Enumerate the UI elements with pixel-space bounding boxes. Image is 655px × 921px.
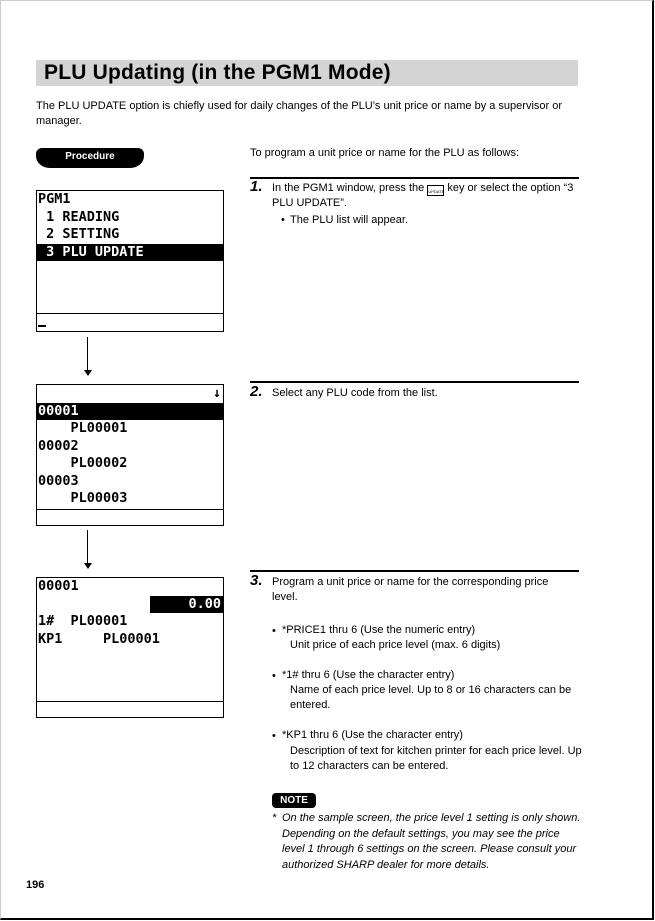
procedure-badge: Procedure [36, 148, 144, 168]
step-number: 2. [250, 383, 263, 400]
step-1-text-before: In the PGM1 window, press the [272, 182, 425, 194]
scroll-down-icon: ↓ [212, 385, 221, 401]
item-desc: Unit price of each price level (max. 6 digits) [290, 639, 501, 651]
lcd-screen-pgm1 [36, 190, 224, 332]
item-desc: Name of each price level. Up to 8 or 16 characters can be entered. [290, 684, 572, 711]
step-2-text: Select any PLU code from the list. [272, 387, 438, 399]
lcd-input-line [37, 509, 223, 525]
step-1-text-after: key or select the option “3 PLU UPDATE”. [272, 182, 574, 209]
page-title: PLU Updating (in the PGM1 Mode) [44, 61, 391, 84]
lcd-line: 00002 [38, 437, 79, 454]
bullet-dot: • [272, 670, 276, 682]
bullet-dot: • [272, 730, 276, 742]
lcd-line: PL00001 [38, 420, 128, 436]
item-title: *1# thru 6 (Use the character entry) [282, 669, 455, 681]
cursor-icon [38, 325, 46, 327]
lcd-price-line [37, 596, 223, 614]
step-rule [250, 177, 579, 179]
item-desc: Description of text for kitchen printer for each price level. Up to 12 characters can be entered. [290, 745, 582, 772]
step-number: 3. [250, 572, 263, 589]
update-key-icon: UPDATE [427, 185, 444, 196]
procedure-intro: To program a unit price or name for the PLU as follows: [250, 147, 520, 159]
step-rule [250, 570, 579, 572]
note-text: On the sample screen, the price level 1 setting is only shown. Depending on the default settings, you may see the price level 1 through 6 settings on the screen. Please consult your authorized SHARP dealer for more details. [282, 812, 581, 871]
item-title: *KP1 thru 6 (Use the character entry) [282, 729, 463, 741]
lcd-line: PL00002 [38, 455, 128, 471]
step-rule [250, 381, 579, 383]
lcd-line: 1# PL00001 [38, 613, 128, 629]
step-1-bullet: The PLU list will appear. [290, 214, 408, 226]
step-3-text: Program a unit price or name for the corresponding price level. [272, 576, 549, 603]
lcd-line: PGM1 [38, 191, 71, 207]
lcd-line-highlighted: 00001 [37, 403, 223, 421]
lcd-line: 00001 [38, 578, 79, 594]
item-title: *PRICE1 thru 6 (Use the numeric entry) [282, 624, 476, 636]
flow-down-arrow-icon [83, 337, 93, 377]
lcd-line: 00003 [38, 472, 79, 489]
step-number: 1. [250, 178, 263, 195]
price-value-field: 0.00 [150, 596, 223, 614]
lcd-line-highlighted: 3 PLU UPDATE [37, 244, 223, 262]
step-1-text [272, 181, 592, 211]
lcd-screen-plu-list [36, 384, 224, 526]
lcd-header-line [37, 385, 223, 403]
section-title-bar [36, 60, 578, 86]
lcd-line: 1 READING [38, 208, 120, 225]
page-number: 196 [26, 879, 45, 891]
note-badge: NOTE [272, 793, 316, 808]
lcd-line: KP1 PL00001 [38, 630, 160, 647]
lcd-input-line [37, 313, 223, 331]
lcd-screen-plu-detail [36, 577, 224, 718]
flow-down-arrow-icon [83, 530, 93, 570]
lcd-line: 2 SETTING [38, 226, 120, 242]
note-asterisk: * [272, 812, 277, 824]
bullet-dot: • [281, 214, 285, 226]
bullet-dot: • [272, 625, 276, 637]
lcd-line: PL00003 [38, 490, 128, 506]
intro-paragraph: The PLU UPDATE option is chiefly used for daily changes of the PLU’s unit price or name by a supervisor or manager. [36, 100, 563, 127]
lcd-input-line [37, 701, 223, 717]
